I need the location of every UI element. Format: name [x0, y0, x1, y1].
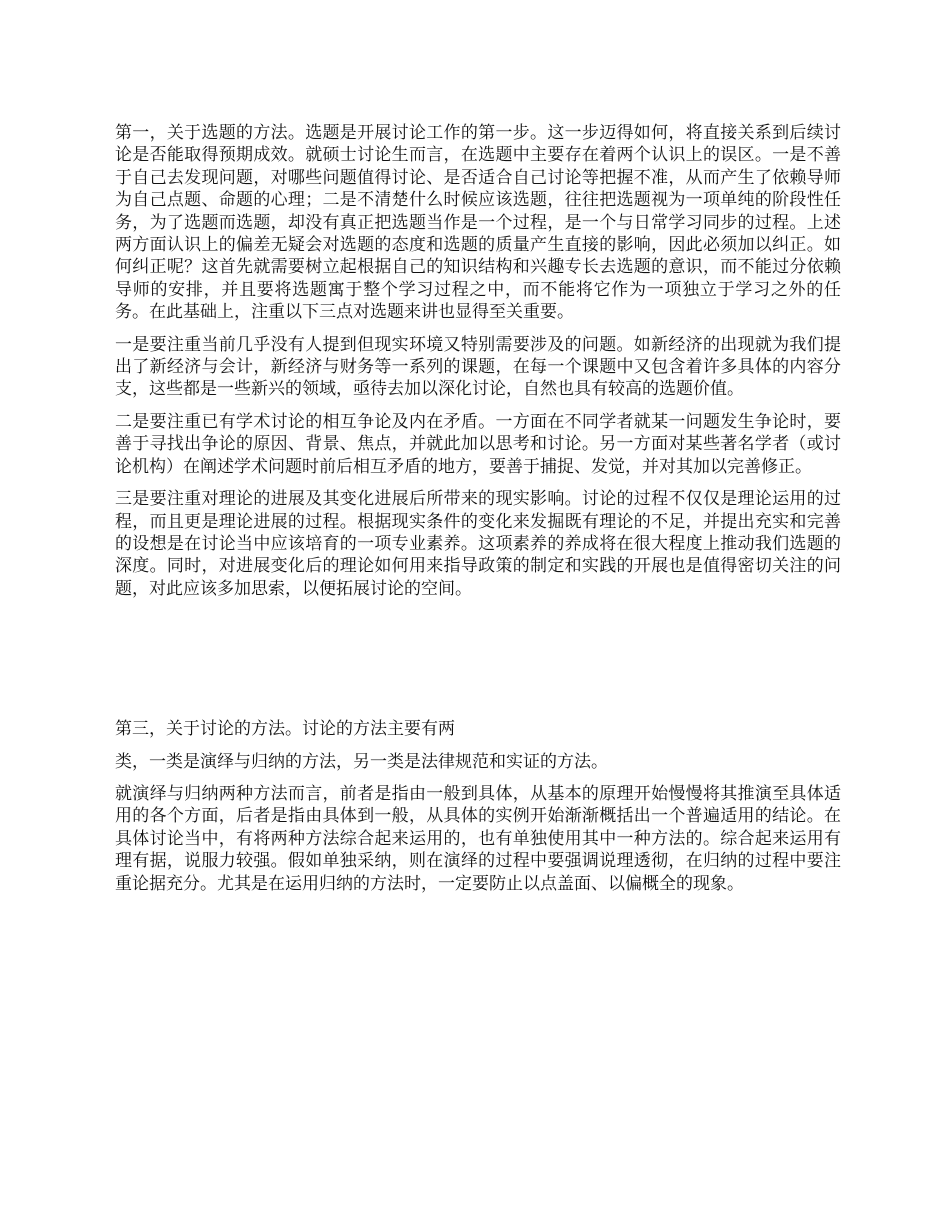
document-body: [115, 122, 841, 905]
paragraph-point-three: 三是要注重对理论的进展及其变化进展后所带来的现实影响。讨论的过程不仅仅是理论运用的过程，而且更是理论进展的过程。根据现实条件的变化来发掘既有理论的不足，并提出充实和完善的设想是在讨论当中应该培育的一项专业素养。这项素养的养成将在很大程度上推动我们选题的深度。同时，对进展变化后的理论如何用来指导政策的制定和实践的开展也是值得密切关注的问题，对此应该多加思索，以便拓展讨论的空间。: [115, 489, 841, 599]
paragraph-point-one: 一是要注重当前几乎没有人提到但现实环境又特别需要涉及的问题。如新经济的出现就为我们提出了新经济与会计，新经济与财务等一系列的课题，在每一个课题中又包含着许多具体的内容分支，这些都是一些新兴的领域，亟待去加以深化讨论，自然也具有较高的选题价值。: [115, 334, 841, 400]
paragraph-method-types: 类，一类是演绎与归纳的方法，另一类是法律规范和实证的方法。: [115, 751, 608, 772]
paragraph-method-heading: 第三，关于讨论的方法。讨论的方法主要有两: [115, 719, 455, 740]
paragraph-point-two: 二是要注重已有学术讨论的相互争论及内在矛盾。一方面在不同学者就某一问题发生争论时，要善于寻找出争论的原因、背景、焦点，并就此加以思考和讨论。另一方面对某些著名学者（或讨论机构）在阐述学术问题时前后相互矛盾的地方，要善于捕捉、发觉，并对其加以完善修正。: [115, 411, 841, 477]
blank-gap: [115, 610, 841, 718]
paragraph-deduction-induction: 就演绎与归纳两种方法而言，前者是指由一般到具体，从基本的原理开始慢慢将其推演至具体适用的各个方面，后者是指由具体到一般，从具体的实例开始渐渐概括出一个普遍适用的结论。在具体讨论当中，有将两种方法综合起来运用的，也有单独使用其中一种方法的。综合起来运用有理有据，说服力较强。假如单独采纳，则在演绎的过程中要强调说理透彻，在归纳的过程中要注重论据充分。尤其是在运用归纳的方法时，一定要防止以点盖面、以偏概全的现象。: [115, 783, 841, 894]
paragraph-topic-selection: 第一，关于选题的方法。选题是开展讨论工作的第一步。这一步迈得如何，将直接关系到后续讨论是否能取得预期成效。就硕士讨论生而言，在选题中主要存在着两个认识上的误区。一是不善于自己去发现问题，对哪些问题值得讨论、是否适合自己讨论等把握不准，从而产生了依赖导师为自己点题、命题的心理；二是不清楚什么时候应该选题，往往把选题视为一项单纯的阶段性任务，为了选题而选题，却没有真正把选题当作是一个过程，是一个与日常学习同步的过程。上述两方面认识上的偏差无疑会对选题的态度和选题的质量产生直接的影响，因此必须加以纠正。如何纠正呢？这首先就需要树立起根据自己的知识结构和兴趣专长去选题的意识，而不能过分依赖导师的安排，并且要将选题寓于整个学习过程之中，而不能将它作为一项独立于学习之外的任务。在此基础上，注重以下三点对选题来讲也显得至关重要。: [115, 123, 841, 323]
